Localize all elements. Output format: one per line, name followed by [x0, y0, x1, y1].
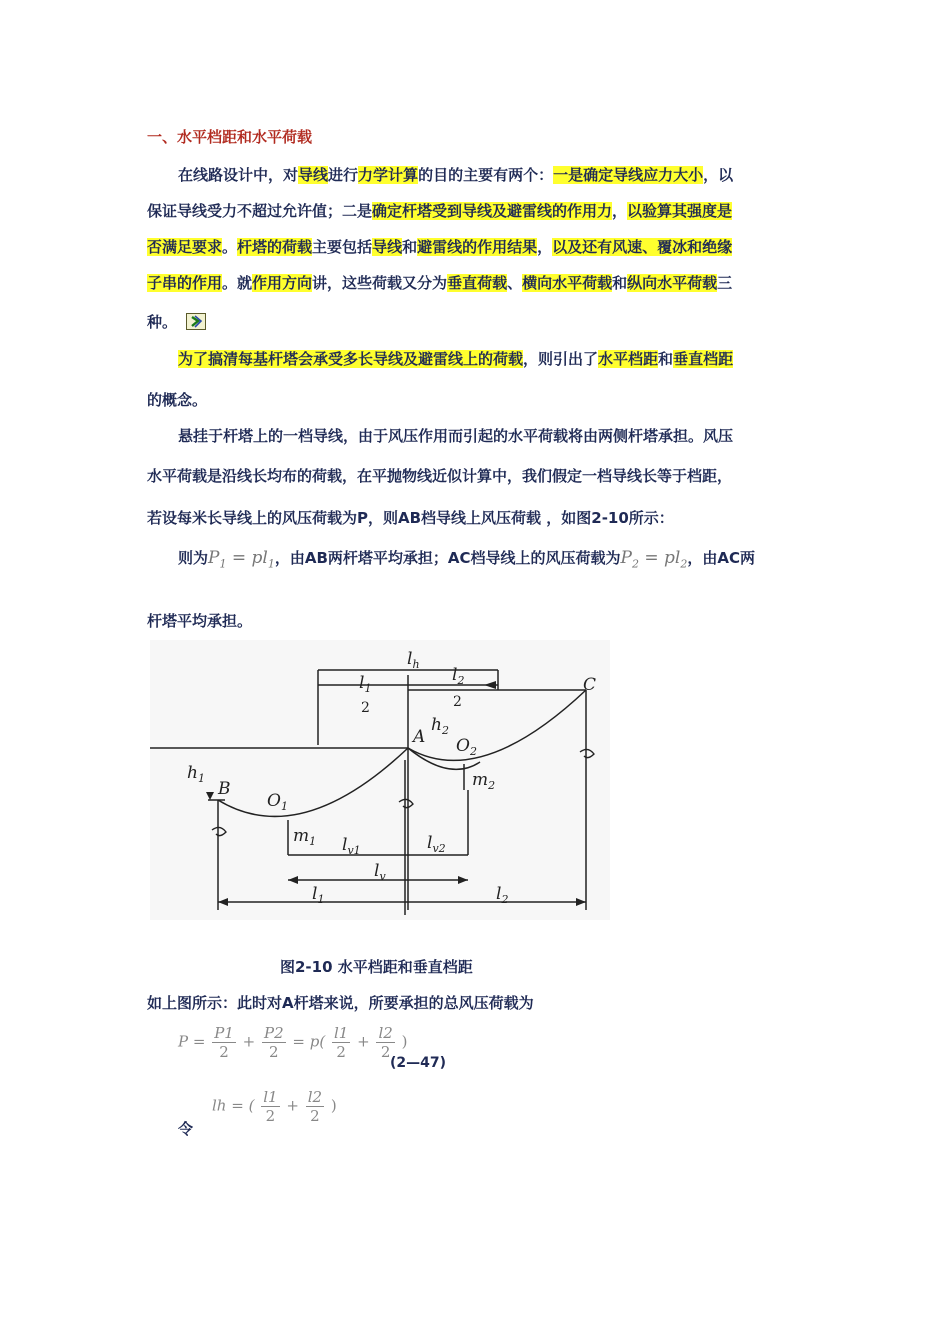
text-segment: ，以	[703, 166, 734, 184]
para3-line2: 水平荷载是沿线长均布的荷载，在平抛物线近似计算中，我们假定一档导线长等于档距，	[147, 467, 733, 485]
text-segment: 为了搞清每基杆塔会承受多长导线及避雷线上的荷载	[178, 350, 524, 368]
after-figure-text: 如上图所示：此时对A杆塔来说，所要承担的总风压荷载为	[147, 994, 534, 1012]
label-half-l1-den: 2	[361, 700, 370, 716]
formula2-frac2: $\frac{l2}{2}$	[307, 1088, 323, 1125]
para1-line5	[147, 311, 206, 332]
para3-line4-b: ，由AB两杆塔平均承担；AC档导线上的风压荷载为	[274, 549, 621, 567]
text-segment: 的目的主要有两个：	[418, 166, 554, 184]
para2-line2: 的概念。	[147, 391, 208, 409]
para1-line4	[147, 272, 732, 293]
label-lv1: $l_{v1}$	[342, 835, 361, 857]
label-half-l1: $l_1$	[359, 673, 372, 695]
para3-line1: 悬挂于杆塔上的一档导线，由于风压作用而引起的水平荷载将由两侧杆塔承担。风压	[178, 427, 734, 445]
para2-line1	[178, 348, 733, 369]
ling-text: 令	[178, 1120, 194, 1138]
para3-line5: 杆塔平均承担。	[147, 612, 253, 630]
text-segment: ，	[612, 202, 628, 220]
text-segment: 杆塔的荷载	[237, 238, 313, 256]
label-A: A	[413, 727, 426, 747]
formula2-frac1: $\frac{l1}{2}$	[263, 1088, 278, 1125]
text-segment: 导线	[372, 238, 403, 256]
label-half-l2: $l_2$	[452, 665, 465, 687]
para1-line2	[147, 200, 732, 221]
equation-number: (2—47)	[390, 1055, 447, 1071]
figure-caption: 图2-10 水平档距和垂直档距	[280, 958, 473, 976]
label-half-l2-den: 2	[453, 694, 462, 710]
label-lv: $l_v$	[374, 861, 386, 883]
text-segment: 避雷线	[417, 238, 463, 256]
label-lh: $l_h$	[407, 649, 420, 671]
formula-total-load: P = $\frac{P1}{2}$ + $\frac{P2}{2}$ = p( $\frac{l1}{2}$ + $\frac{l2}{2}$ )	[178, 1024, 408, 1061]
text-segment: 讲，这些荷载又分为	[312, 274, 448, 292]
text-segment: 和	[402, 238, 418, 256]
formula1-frac2: $\frac{P2}{2}$	[263, 1024, 284, 1061]
text-segment: 子串的作用	[147, 274, 223, 292]
text-segment: 水平档距	[598, 350, 659, 368]
text-segment: 。	[222, 238, 238, 256]
equation-p1: $P_1 = pl_1$	[208, 548, 275, 571]
formula-lh	[212, 1088, 337, 1125]
label-B: B	[218, 779, 231, 799]
text-segment: 主要包括	[312, 238, 373, 256]
para1-line5-text	[147, 313, 177, 331]
text-segment: 作用方向	[252, 274, 313, 292]
label-h2: $h_2$	[431, 715, 449, 737]
text-segment: 否满足要求	[147, 238, 223, 256]
para3-line4-a: 则为	[178, 549, 209, 567]
para1-line1	[178, 164, 733, 185]
label-h1: $h_1$	[187, 763, 205, 785]
formula1-eq: = p(	[292, 1032, 326, 1051]
text-segment: ，	[537, 238, 553, 256]
formula1-frac1: $\frac{P1}{2}$	[214, 1024, 234, 1061]
label-O2: $O_2$	[456, 736, 477, 758]
text-segment: 三	[717, 274, 733, 292]
text-segment: 的作用结果	[462, 238, 538, 256]
text-segment: 、	[507, 274, 523, 292]
formula1-frac4: $\frac{l2}{2}$	[378, 1024, 393, 1061]
text-segment: 确定杆塔受到导线及避雷线的作用力	[372, 202, 613, 220]
text-segment: 横向水平荷载	[522, 274, 613, 292]
label-C: C	[583, 675, 597, 695]
text-segment: 导线	[298, 166, 329, 184]
text-segment: 纵向水平荷载	[627, 274, 718, 292]
label-l2: $l_2$	[496, 884, 509, 906]
text-segment: 一是确定导线应力大小	[553, 166, 704, 184]
text-segment: 以及还有风速、覆冰和绝缘	[552, 238, 733, 256]
span-diagram	[150, 640, 610, 920]
formula1-lhs: P =	[178, 1032, 211, 1051]
note-attachment-icon[interactable]	[186, 313, 206, 330]
para1-line3	[147, 236, 732, 257]
text-segment: 垂直荷载	[447, 274, 508, 292]
text-segment: 种。	[147, 313, 178, 331]
formula2-close: )	[330, 1096, 337, 1115]
text-segment: ，则引出了	[523, 350, 599, 368]
text-segment: 。就	[222, 274, 253, 292]
text-segment: 保证导线受力不超过允许值；二是	[147, 202, 373, 220]
label-lv2: $l_{v2}$	[427, 833, 446, 855]
formula2-plus: +	[286, 1096, 299, 1115]
formula1-plus: +	[242, 1032, 256, 1051]
label-O1: $O_1$	[267, 791, 288, 813]
label-l1: $l_1$	[312, 884, 325, 906]
text-segment: 在线路设计中，对	[178, 166, 299, 184]
text-segment: 力学计算	[358, 166, 419, 184]
label-m2: $m_2$	[472, 770, 496, 792]
section-heading: 一、水平档距和水平荷载	[147, 128, 313, 146]
text-segment: 和	[658, 350, 674, 368]
text-segment: 垂直档距	[673, 350, 734, 368]
para3-line4	[178, 547, 755, 570]
equation-p2: $P_2 = pl_2$	[620, 548, 688, 571]
formula2-lhs: lh = (	[212, 1096, 255, 1115]
text-segment: 和	[612, 274, 628, 292]
formula1-frac3: $\frac{l1}{2}$	[333, 1024, 349, 1061]
formula1-close: )	[401, 1032, 408, 1051]
para3-line3: 若设每米长导线上的风压荷载为P，则AB档导线上风压荷载 ，如图2-10所示：	[147, 509, 674, 527]
text-segment: 进行	[328, 166, 359, 184]
para3-line4-c: ，由AC两	[687, 549, 755, 567]
label-m1: $m_1$	[293, 826, 317, 848]
text-segment: 以验算其强度是	[627, 202, 733, 220]
